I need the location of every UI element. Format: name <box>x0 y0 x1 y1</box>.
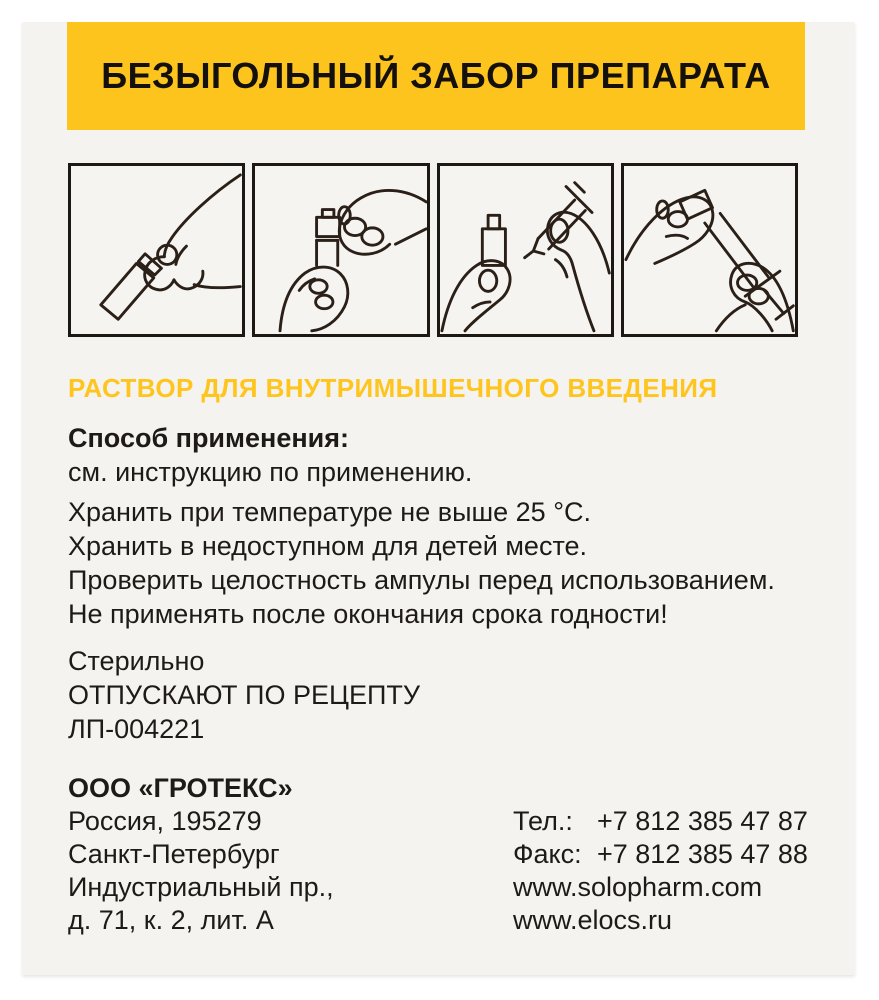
usage-block <box>68 421 472 489</box>
address-line: Санкт-Петербург <box>68 839 280 869</box>
manufacturer-block <box>68 772 334 937</box>
instruction-step-3 <box>437 163 614 337</box>
address-line: Индустриальный пр., <box>68 872 334 902</box>
instruction-step-4 <box>621 163 798 337</box>
storage-block <box>68 495 775 631</box>
draw-up-solution-illustration <box>624 166 795 334</box>
sterile-label: Стерильно <box>68 646 205 676</box>
address-line: д. 71, к. 2, лит. А <box>68 905 274 935</box>
fax-label: Факс: <box>513 839 582 869</box>
instruction-step-2 <box>252 163 429 337</box>
manufacturer-name: ООО «ГРОТЕКС» <box>68 773 293 803</box>
website-secondary: www.elocs.ru <box>513 905 673 935</box>
fax-number: +7 812 385 47 88 <box>597 839 808 869</box>
fax-row <box>513 838 808 871</box>
contacts-block <box>513 805 808 937</box>
usage-body: см. инструкцию по применению. <box>68 457 473 487</box>
registration-number: ЛП-004221 <box>68 714 205 744</box>
storage-line: Хранить при температуре не выше 25 °C. <box>68 497 591 527</box>
product-form-subtitle: РАСТВОР ДЛЯ ВНУТРИМЫШЕЧНОГО ВВЕДЕНИЯ <box>68 373 718 403</box>
twist-off-cap-illustration <box>255 166 426 334</box>
address-line: Россия, 195279 <box>68 806 262 836</box>
hold-ampoule-illustration <box>71 166 242 334</box>
package-panel <box>22 22 855 975</box>
regulatory-block <box>68 644 420 746</box>
storage-line: Проверить целостность ампулы перед использованием. <box>68 565 775 595</box>
phone-number: +7 812 385 47 87 <box>597 806 808 836</box>
phone-label: Тел.: <box>513 806 573 836</box>
banner <box>67 22 805 130</box>
storage-line: Хранить в недоступном для детей месте. <box>68 531 588 561</box>
attach-syringe-illustration <box>440 166 611 334</box>
usage-heading: Способ применения: <box>68 423 349 453</box>
banner-title: БЕЗЫГОЛЬНЫЙ ЗАБОР ПРЕПАРАТА <box>101 55 771 96</box>
prescription-label: ОТПУСКАЮТ ПО РЕЦЕПТУ <box>68 680 421 710</box>
storage-line: Не применять после окончания срока годности! <box>68 599 668 629</box>
website-primary: www.solopharm.com <box>513 872 763 902</box>
instruction-step-1 <box>68 163 245 337</box>
instruction-panels <box>68 163 798 343</box>
phone-row <box>513 805 808 838</box>
